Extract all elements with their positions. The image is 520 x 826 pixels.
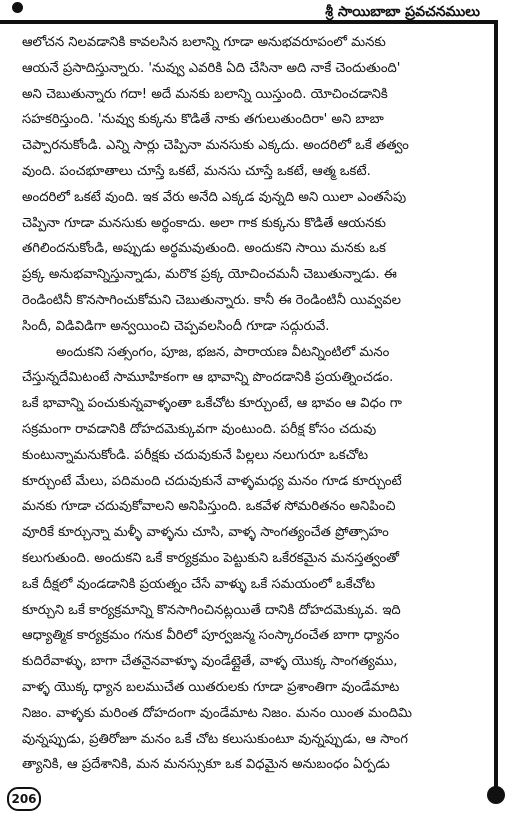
right-margin-rule <box>494 20 498 790</box>
page-number: 206 <box>7 787 41 811</box>
text-line: కలుగుతుంది. అందుకని ఒకే కార్యక్రమం పెట్టుకుని ఒకేరకమైన మనస్తత్వంతో <box>22 550 400 566</box>
text-line: సిందీ, విడివిడిగా అన్వయించి చెప్పవలసిందీ గూడా సద్గురువే. <box>22 318 330 334</box>
text-line: ఆధ్యాత్మిక కార్యక్రమం గనుక వీరిలో పూర్వజన్మ సంస్కారంచేత బాగా ధ్యానం <box>22 628 400 644</box>
text-line: ఆయనే ప్రసాదిస్తున్నారు. 'నువ్వు ఎవరికి ఏది చేసినా అది నాకే చెందుతుంది' <box>22 60 401 76</box>
header-rule <box>0 20 498 24</box>
header-ornament-dot <box>12 2 23 13</box>
text-line: వున్నప్పుడు, ప్రతిరోజూ మనం ఒకే చోట కలుసుకుంటూ వున్నప్పుడు, ఆ సాంగ <box>22 731 408 747</box>
text-line: నిజం. వాళ్ళకు మరింత దోహదంగా వుండేమాట నిజం. మనం యింత మందిమి <box>22 705 412 721</box>
text-line: ప్రక్క అనుభవాన్నిస్తున్నాడు, మరొక ప్రక్క యోచించమనీ చెబుతున్నాడు. ఈ <box>22 267 397 283</box>
paragraph <box>22 340 488 779</box>
text-line: తగిలిందనుకోండి, అప్పుడు అర్థమవుతుంది. అందుకని సాయి మనకు ఒక <box>22 241 386 257</box>
text-line: చెప్పారనుకోండి. ఎన్ని సార్లు చెప్పినా మనసుకు ఎక్కదు. అందరిలో ఒకే తత్వం <box>22 138 409 154</box>
text-line: సక్రమంగా రావడానికి దోహదమెక్కువగా వుంటుంది. పరీక్ష కోసం చదువు <box>22 421 377 437</box>
running-header-title: శ్రీ సాయిబాబా ప్రవచనములు <box>325 4 480 20</box>
text-line: ఒకే భావాన్ని పంచుకున్నవాళ్ళంతా ఒకేచోట కూర్చుంటే, ఆ భావం ఆ విధం గా <box>22 396 402 412</box>
text-line: కుదిరేవాళ్ళు, బాగా చేతనైనవాళ్ళూ వుండేట్లైతే, వాళ్ళ యొక్క సాంగత్యము, <box>22 654 398 670</box>
text-line: అందరిలో ఒకటే వుంది. ఇక వేరు అనేది ఎక్కడ వున్నది అని యిలా ఎంతసేపు <box>22 189 407 205</box>
paragraph <box>22 30 488 340</box>
text-line: సహకరిస్తుంది. 'నువ్వు కుక్కను కొడితే నాకు తగులుతుందిరా' అని బాబా <box>22 112 384 128</box>
text-line: చేస్తున్నదేమిటంటే సామూహికంగా ఆ భావాన్ని పొందడానికి ప్రయత్నించడం. <box>22 370 394 386</box>
text-line: కూర్చుని ఒకే కార్యక్రమాన్ని కొనసాగించినట్లయితే దానికి దోహదమెక్కువ. ఇది <box>22 602 401 618</box>
text-line: త్యానికి, ఆ ప్రదేశానికి, మన మనస్సుకూ ఒక విధమైన అనుబంధం ఏర్పడు <box>22 757 390 773</box>
text-line: వుంది. పంచభూతాలు చూస్తే ఒకటే, మనసు చూస్తే ఒకటే, ఆత్మ ఒకటే. <box>22 163 371 179</box>
text-line: రెండింటినీ కొనసాగించుకోమని చెబుతున్నారు. కానీ ఈ రెండింటినీ యివ్వవల <box>22 292 402 308</box>
text-line: మనకు గూడా చదువుకోవాలని అనిపిస్తుంది. ఒకవేళ సోమరితనం అనిపించి <box>22 499 396 515</box>
text-line: కూర్చుంటే మేలు, పదిమంది చదువుకునే వాళ్ళమధ్య మనం గూడ కూర్చుంటే <box>22 473 402 489</box>
text-line: చెప్పినా గూడా మనసుకు అర్థంకాదు. అలా గాక కుక్కను కొడితే ఆయనకు <box>22 215 386 231</box>
text-line: ఒకే దీక్షలో వుండడానికి ప్రయత్నం చేసే వాళ్ళు ఒకే సమయంలో ఒకేచోట <box>22 576 376 592</box>
text-line: అని చెబుతున్నారు గదా! అదే మనకు బలాన్ని యిస్తుంది. యోచించడానికి <box>22 86 388 102</box>
text-line: వాళ్ళ యొక్క ధ్యాన బలముచేత యితరులకు గూడా ప్రశాంతిగా వుండేమాట <box>22 679 400 695</box>
text-line: వూరికే కూర్చున్నా మళ్ళీ వాళ్ళను చూసి, వాళ్ళ సాంగత్యంచేత ప్రోత్సాహం <box>22 525 389 541</box>
footer-ornament-dot <box>487 786 505 804</box>
text-line: అందుకని సత్సంగం, పూజ, భజన, పారాయణ వీటన్నింటిలో మనం <box>56 344 390 360</box>
text-line: కుంటున్నామనుకోండి. పరీక్షకు చదువుకునే పిల్లలు నలుగురూ ఒకచోట <box>22 447 369 463</box>
text-line: ఆలోచన నిలవడానికి కావలసిన బలాన్ని గూడా అనుభవరూపంలో మనకు <box>22 35 386 50</box>
body-text <box>22 30 488 778</box>
